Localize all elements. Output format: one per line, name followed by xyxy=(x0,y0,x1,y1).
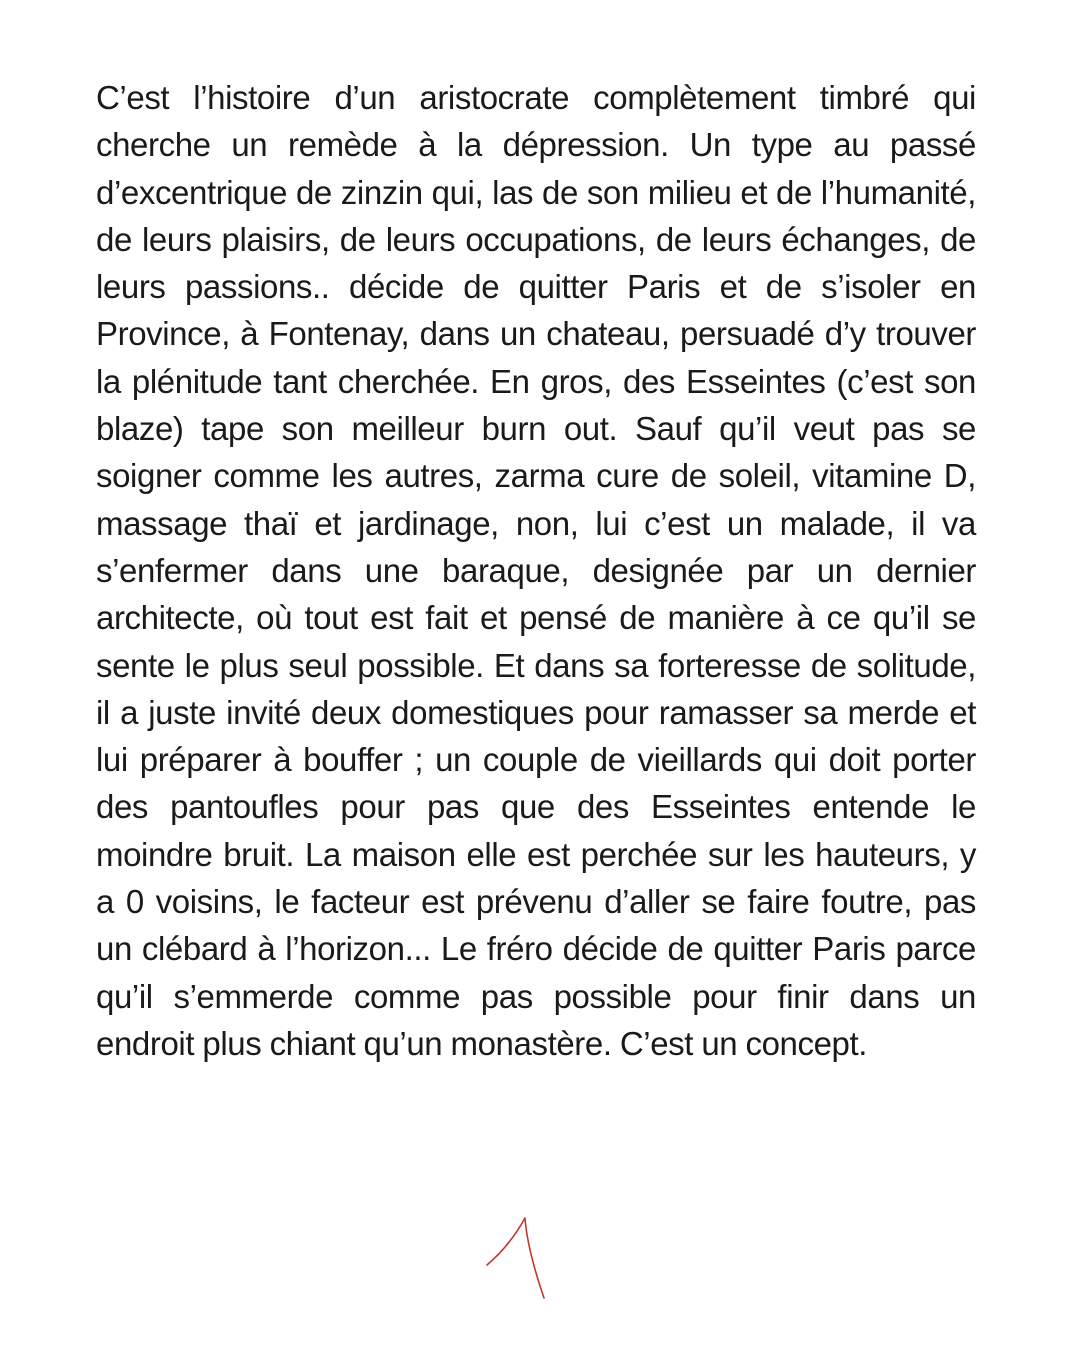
body-paragraph: C’est l’histoire d’un aristocrate complètement timbré qui cherche un remède à la dépression. Un type au passé d’excentrique de zinzin qui, las de son milieu et de l’humanité, de leurs plaisirs, de leurs occupations, de leurs échanges, de leurs passions.. décide de quitter Paris et de s’isoler en Province, à Fontenay, dans un chateau, persuadé d’y trouver la plénitude tant cherchée. En gros, des Esseintes (c’est son blaze) tape son meilleur burn out. Sauf qu’il veut pas se soigner comme les autres, zarma cure de soleil, vitamine D, massage thaï et jardinage, non, lui c’est un malade, il va s’enfermer dans une baraque, designée par un dernier architecte, où tout est fait et pensé de manière à ce qu’il se sente le plus seul possible. Et dans sa forteresse de solitude, il a juste invité deux domestiques pour ramasser sa merde et lui préparer à bouffer ; un couple de vieillards qui doit porter des pantoufles pour pas que des Esseintes entende le moindre bruit. La maison elle est perchée sur les hauteurs, y a 0 voisins, le facteur est prévenu d’aller se faire foutre, pas un clébard à l’horizon... Le fréro décide de quitter Paris parce qu’il s’emmerde comme pas possible pour finir dans un endroit plus chiant qu’un monastère. C’est un concept. xyxy=(96,79,976,1062)
handwritten-page-number xyxy=(478,1212,558,1304)
page-number-glyph xyxy=(478,1212,558,1304)
